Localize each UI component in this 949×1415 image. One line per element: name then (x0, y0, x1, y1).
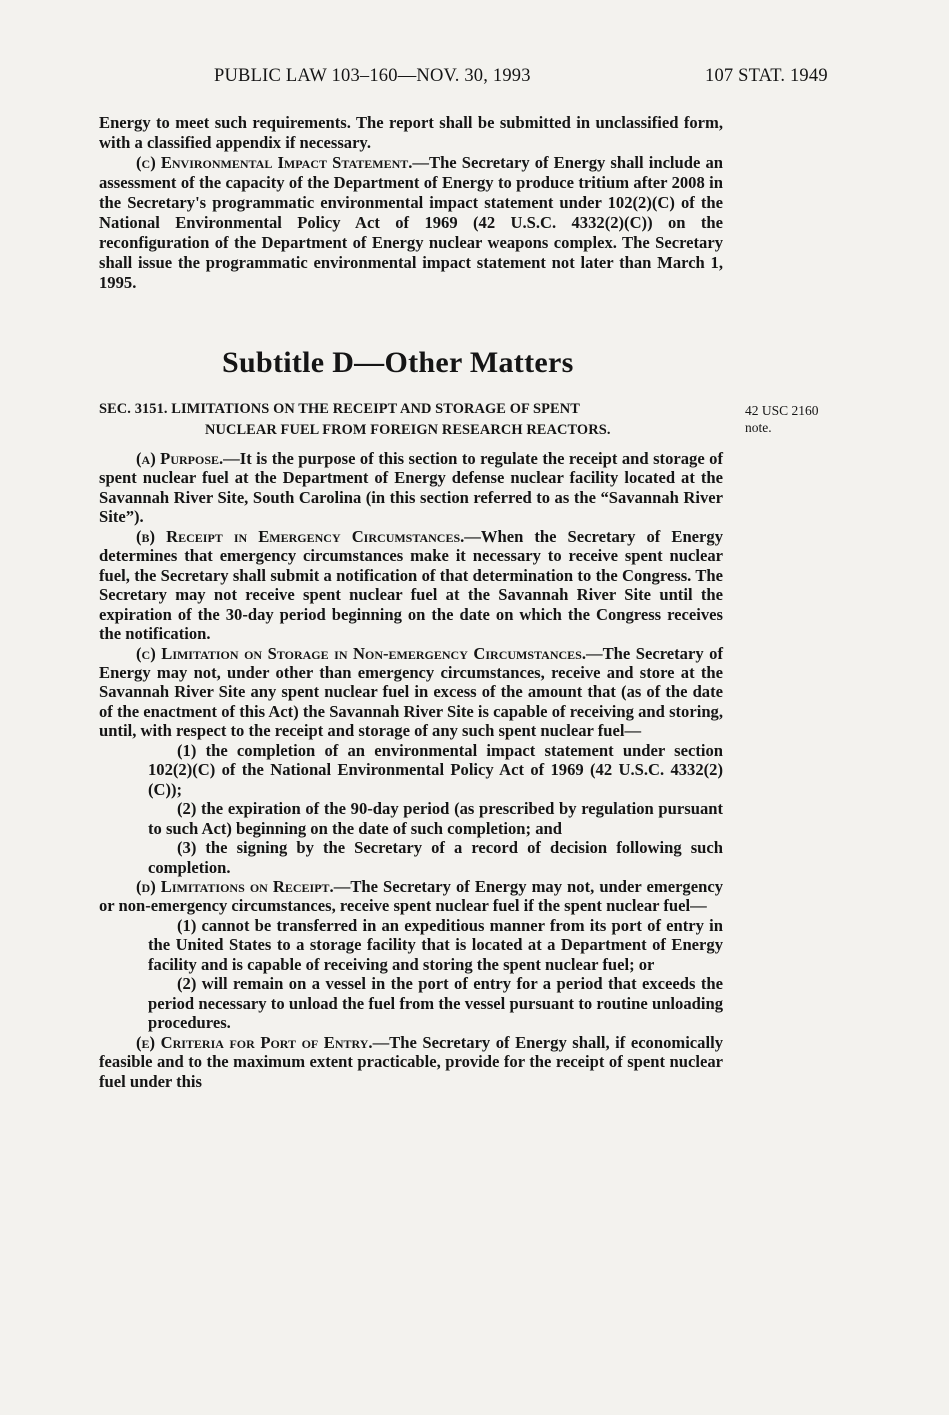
margin-note-suffix: note. (745, 420, 772, 435)
section-body-text (99, 449, 723, 1091)
running-header-page-ref: 107 STAT. 1949 (705, 66, 828, 86)
subsection-b-heading: (b) Receipt in Emergency Circumstances. (136, 526, 465, 546)
running-header-title: PUBLIC LAW 103–160—NOV. 30, 1993 (214, 66, 531, 86)
subtitle-heading: Subtitle D—Other Matters (222, 346, 574, 379)
subsection-heading: (c) Environmental Impact Statement. (136, 153, 413, 172)
subsection-e (99, 1033, 723, 1091)
subsection-d-heading: (d) Limitations on Receipt. (136, 876, 334, 896)
section-heading-line-1: SEC. 3151. LIMITATIONS ON THE RECEIPT AND STORAGE OF SPENT (99, 401, 580, 417)
subsection-c-item-2: (2) the expiration of the 90-day period (as prescribed by regulation pursuant to such Act) beginning on the date of such completion; and (148, 799, 723, 838)
subsection-c-heading: (c) Limitation on Storage in Non-emergency Circumstances. (136, 643, 586, 663)
section-heading (99, 399, 723, 441)
section-heading-line-2: NUCLEAR FUEL FROM FOREIGN RESEARCH REACTORS. (205, 422, 611, 438)
subsection-body: —The Secretary of Energy shall include an assessment of the capacity of the Department of Energy to produce tritium after 2008 in the Secretary's programmatic environmental impact statement under 102(2)(C) of the National Environmental Policy Act of 1969 (42 U.S.C. 4332(2)(C)) on the reconfiguration of the Department of Energy nuclear weapons complex. The Secretary shall issue the programmatic environmental impact statement not later than March 1, 1995. (99, 153, 723, 292)
subsection-a (99, 449, 723, 527)
margin-note (745, 402, 819, 436)
subsection-c-item-3: (3) the signing by the Secretary of a record of decision following such completion. (148, 838, 723, 877)
subsection-d-item-2: (2) will remain on a vessel in the port of entry for a period that exceeds the period necessary to unload the fuel from the vessel pursuant to routine unloading procedures. (148, 974, 723, 1033)
subsection-a-body: —It is the purpose of this section to regulate the receipt and storage of spent nuclear fuel at the Department of Energy defense nuclear facility located at the Savannah River Site, South Carolina (in this section referred to as the “Savannah River Site”). (99, 449, 723, 527)
subsection-b-body: —When the Secretary of Energy determines that emergency circumstances make it necessary to receive spent nuclear fuel, the Secretary shall submit a notification of that determination to the Congress. The Secretary may not receive spent nuclear fuel at the Savannah River Site until the expiration of the 30-day period beginning on the date on which the Congress receives the notification. (99, 526, 723, 644)
subsection-c (99, 644, 723, 741)
paragraph-c-environmental-impact (99, 153, 723, 293)
continued-paragraph: Energy to meet such requirements. The report shall be submitted in unclassified form, with a classified appendix if necessary. (99, 113, 723, 152)
subsection-d (99, 877, 723, 916)
top-body-text (99, 113, 723, 293)
subsection-e-body: —The Secretary of Energy shall, if economically feasible and to the maximum extent practicable, provide for the receipt of spent nuclear fuel under this (99, 1032, 723, 1091)
subsection-c-item-1: (1) the completion of an environmental impact statement under section 102(2)(C) of the National Environmental Policy Act of 1969 (42 U.S.C. 4332(2)(C)); (148, 740, 723, 799)
subsection-a-heading: (a) Purpose. (136, 449, 224, 468)
margin-note-citation: 42 USC 2160 (745, 403, 819, 418)
subsection-d-body: —The Secretary of Energy may not, under emergency or non-emergency circumstances, receive spent nuclear fuel if the spent nuclear fuel— (99, 876, 723, 916)
subsection-d-item-1: (1) cannot be transferred in an expeditious manner from its port of entry in the United States to a storage facility that is located at a Department of Energy facility and is capable of receiving and storing the spent nuclear fuel; or (148, 915, 723, 974)
subsection-e-heading: (e) Criteria for Port of Entry. (136, 1032, 373, 1052)
subsection-b (99, 527, 723, 644)
subsection-c-body: —The Secretary of Energy may not, under other than emergency circumstances, receive and store at the Savannah River Site any spent nuclear fuel in excess of the amount that (as of the date of the enactment of this Act) the Savannah River Site is capable of receiving and storing, until, with respect to the receipt and storage of any such spent nuclear fuel— (99, 643, 723, 741)
